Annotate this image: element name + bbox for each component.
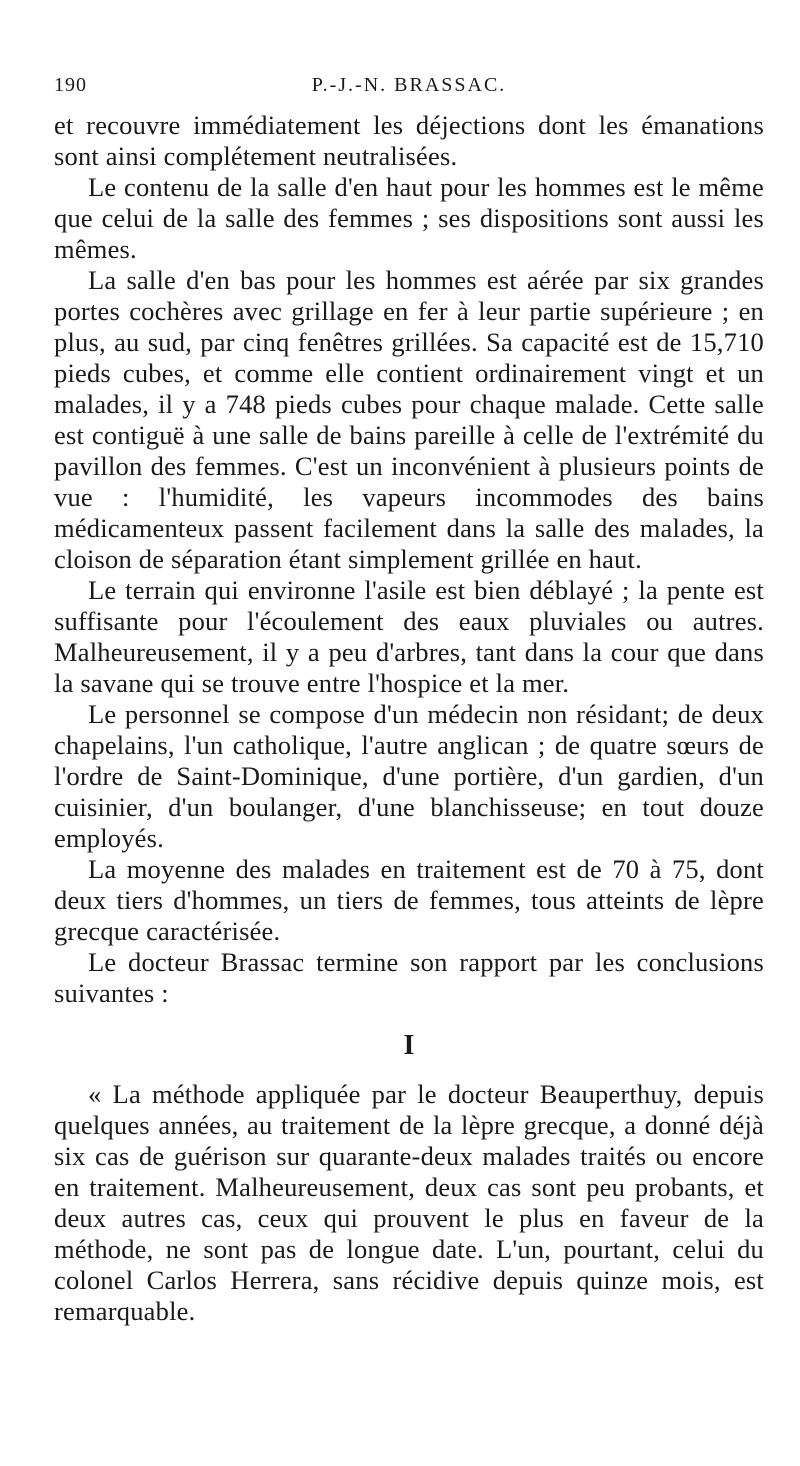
paragraph-conclusions-intro: Le docteur Brassac termine son rapport par les conclusions suivantes :: [54, 947, 764, 1008]
book-page: [54, 74, 764, 1327]
running-title: P.-J.-N. BRASSAC.: [311, 74, 507, 96]
paragraph-continued: et recouvre immédiatement les déjections dont les émanations sont ainsi complétement neutralisées.: [54, 110, 764, 171]
paragraph-patients: La moyenne des malades en traitement est de 70 à 75, dont deux tiers d'hommes, un tiers de femmes, tous atteints de lèpre grecque caractérisée.: [54, 854, 764, 946]
paragraph-lower-hall: La salle d'en bas pour les hommes est aérée par six grandes portes cochères avec grillage en fer à leur partie supérieure ; en plus, au sud, par cinq fenêtres grillées. Sa capacité est de 15,710 pieds cubes, et comme elle contient ordinairement vingt et un malades, il y a 748 pieds cubes pour chaque malade. Cette salle est contiguë à une salle de bains pareille à celle de l'extrémité du pavillon des femmes. C'est un inconvénient à plusieurs points de vue : l'humidité, les vapeurs incommodes des bains médicamenteux passent facilement dans la salle des malades, la cloison de séparation étant simplement grillée en haut.: [54, 265, 764, 574]
running-head: [54, 74, 764, 110]
paragraph-quote: « La méthode appliquée par le docteur Beauperthuy, depuis quelques années, au traitement de la lèpre grecque, a donné déjà six cas de guérison sur quarante-deux malades traités ou encore en traitement. Malheureusement, deux cas sont peu probants, et deux autres cas, ceux qui prouvent le plus en faveur de la méthode, ne sont pas de longue date. L'un, pourtant, celui du colonel Carlos Herrera, sans récidive depuis quinze mois, est remarquable.: [54, 1079, 764, 1326]
paragraph-staff: Le personnel se compose d'un médecin non résidant; de deux chapelains, l'un catholique, l'autre anglican ; de quatre sœurs de l'ordre de Saint-Dominique, d'une portière, d'un gardien, d'un cuisinier, d'un boulanger, d'une blanchisseuse; en tout douze employés.: [54, 699, 764, 853]
page-number: 190: [54, 74, 87, 96]
paragraph-grounds: Le terrain qui environne l'asile est bien déblayé ; la pente est suffisante pour l'écoulement des eaux pluviales ou autres. Malheureusement, il y a peu d'arbres, tant dans la cour que dans la savane qui se trouve entre l'hospice et la mer.: [54, 575, 764, 698]
body-text: [54, 110, 764, 1327]
section-marker: I: [403, 1030, 415, 1061]
paragraph-upper-hall: Le contenu de la salle d'en haut pour les hommes est le même que celui de la salle des femmes ; ses dispositions sont aussi les mêmes.: [54, 172, 764, 264]
